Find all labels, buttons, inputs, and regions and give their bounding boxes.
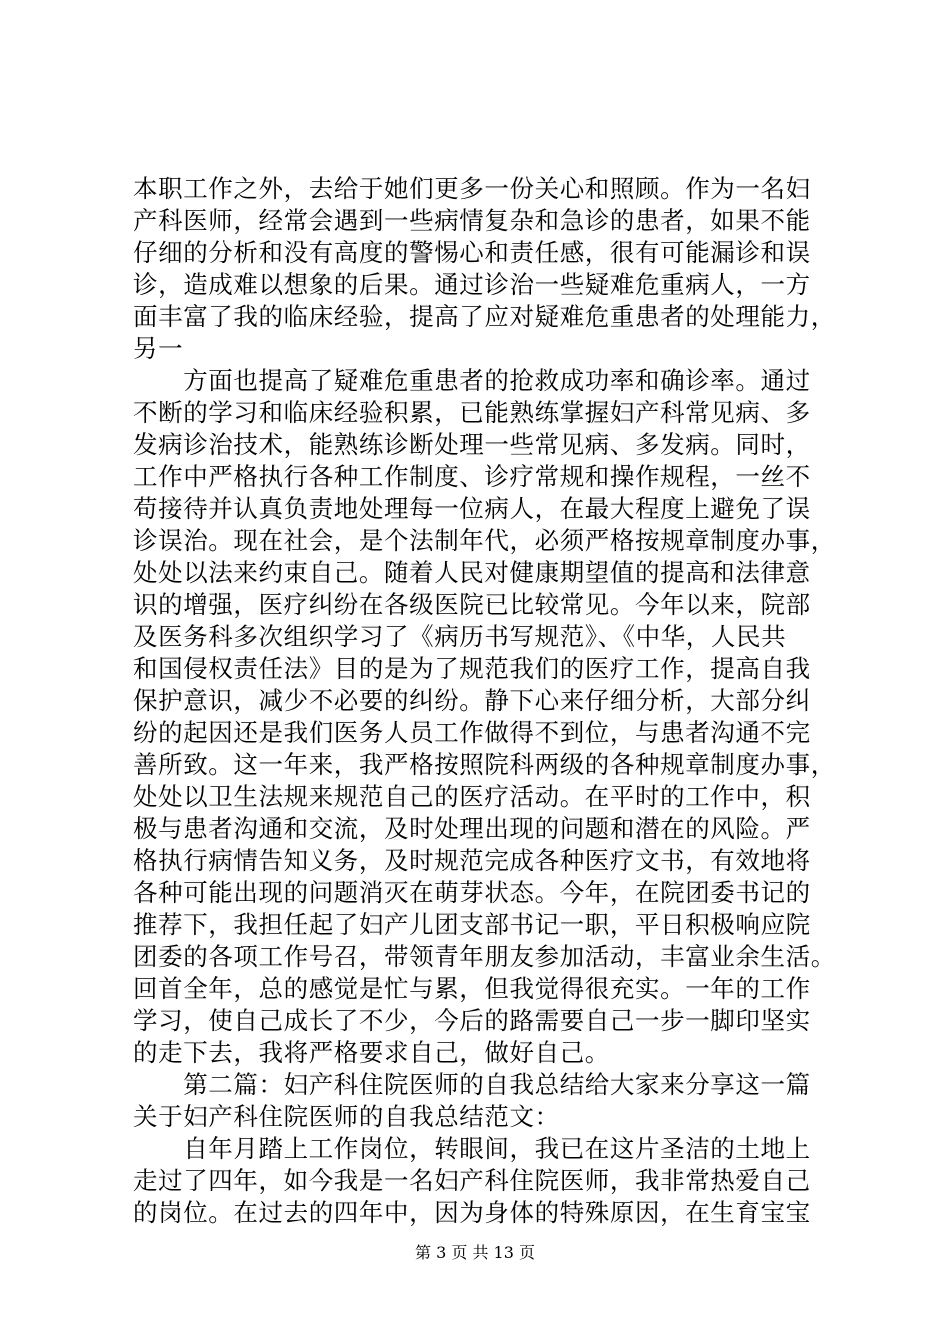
text-line: 学习，使自己成长了不少，今后的路需要自己一步一脚印坚实 [133,1006,811,1035]
text-line: 团委的各项工作号召，带领青年朋友参加活动，丰富业余生活。 [133,942,836,971]
text-line: 关于妇产科住院医师的自我总结范文： [133,1102,560,1131]
text-line: 诊误治。现在社会，是个法制年代，必须严格按规章制度办事， [133,526,836,555]
text-line: 的走下去，我将严格要求自己，做好自己。 [133,1038,610,1067]
text-line: 的岗位。在过去的四年中，因为身体的特殊原因，在生育宝宝 [133,1198,811,1227]
text-line: 走过了四年，如今我是一名妇产科住院医师，我非常热爱自己 [133,1166,811,1195]
text-line: 处处以卫生法规来规范自己的医疗活动。在平时的工作中，积 [133,782,811,811]
text-line: 发病诊治技术，能熟练诊断处理一些常见病、多发病。同时， [133,430,811,459]
text-line: 不断的学习和临床经验积累，已能熟练掌握妇产科常见病、多 [133,398,811,427]
text-line: 及医务科多次组织学习了《病历书写规范》、《中华，人民共 [133,622,787,651]
text-line: 自年月踏上工作岗位，转眼间，我已在这片圣洁的土地上 [133,1134,811,1163]
text-line: 和国侵权责任法》目的是为了规范我们的医疗工作，提高自我 [133,654,811,683]
text-line: 极与患者沟通和交流，及时处理出现的问题和潜在的风险。严 [133,814,811,843]
text-line: 回首全年，总的感觉是忙与累，但我觉得很充实。一年的工作 [133,974,811,1003]
text-line: 面丰富了我的临床经验，提高了应对疑难危重患者的处理能力， [133,302,836,331]
body-text [133,173,836,1229]
text-line: 识的增强，医疗纠纷在各级医院已比较常见。今年以来，院部 [133,590,811,619]
text-line: 仔细的分析和没有高度的警惕心和责任感，很有可能漏诊和误 [133,238,811,267]
text-line: 纷的起因还是我们医务人员工作做得不到位，与患者沟通不完 [133,718,811,747]
text-line: 方面也提高了疑难危重患者的抢救成功率和确诊率。通过 [133,366,811,395]
text-line: 处处以法来约束自己。随着人民对健康期望值的提高和法律意 [133,558,811,587]
text-line: 另一 [133,334,184,363]
text-line: 产科医师，经常会遇到一些病情复杂和急诊的患者，如果不能 [133,206,811,235]
text-line: 推荐下，我担任起了妇产儿团支部书记一职，平日积极响应院 [133,910,811,939]
text-line: 各种可能出现的问题消灭在萌芽状态。今年，在院团委书记的 [133,878,811,907]
text-line: 诊，造成难以想象的后果。通过诊治一些疑难危重病人，一方 [133,270,811,299]
text-line: 保护意识，减少不必要的纠纷。静下心来仔细分析，大部分纠 [133,686,811,715]
text-line: 格执行病情告知义务，及时规范完成各种医疗文书，有效地将 [133,846,811,875]
page-footer: 第 3 页 共 13 页 [415,1243,535,1262]
text-line: 本职工作之外，去给于她们更多一份关心和照顾。作为一名妇 [133,174,811,203]
text-line: 第二篇：妇产科住院医师的自我总结给大家来分享这一篇 [133,1070,811,1099]
text-line: 善所致。这一年来，我严格按照院科两级的各种规章制度办事， [133,750,836,779]
text-line: 工作中严格执行各种工作制度、诊疗常规和操作规程，一丝不 [133,462,811,491]
text-line: 苟接待并认真负责地处理每一位病人，在最大程度上避免了误 [133,494,811,523]
